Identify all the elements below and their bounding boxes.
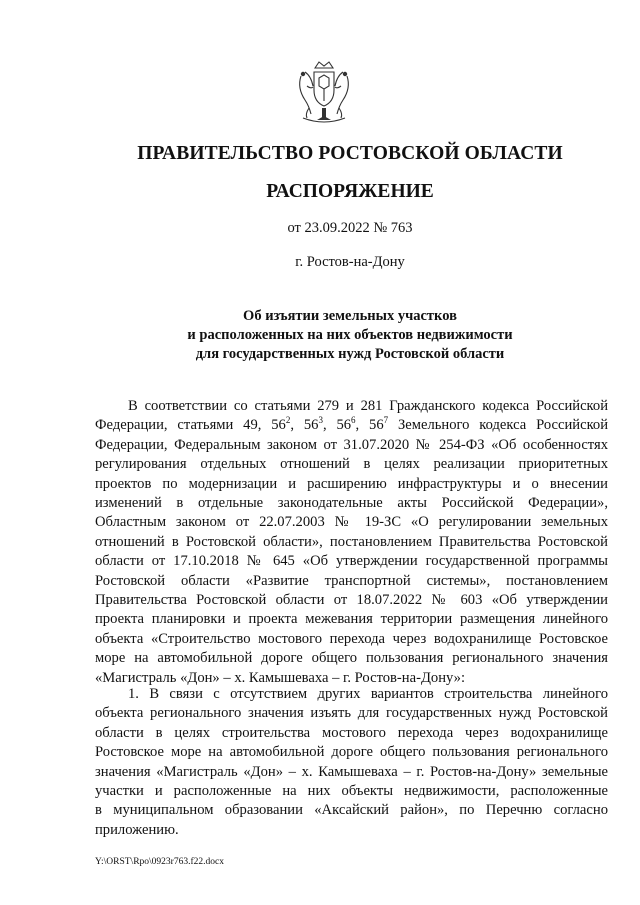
document-subject <box>60 307 640 364</box>
text-line: участки и расположенные на них объекты недвижимости, расположенные <box>95 783 608 800</box>
text-line: регулирования отдельных отношений в целях реализации приоритетных <box>95 456 608 473</box>
text-line: приложению. <box>95 821 179 838</box>
document-date-number: от 23.09.2022 № 763 <box>287 220 413 236</box>
text-line: отношений в Ростовской области», постановлением Правительства Ростовской <box>95 533 608 550</box>
document-type: РАСПОРЯЖЕНИЕ <box>266 181 434 202</box>
coat-of-arms-icon <box>295 58 353 128</box>
text-line: проекта планировки и проекта межевания территории размещения линейного <box>95 611 608 628</box>
text-line: Ростовское море на автомобильной дороге общего пользования регионального <box>95 744 608 761</box>
text-line: Областным законом от 22.07.2003 № 19-ЗС «О регулировании земельных <box>95 514 608 531</box>
text-line: проектов по модернизации и расширению инфраструктуры и о внесении <box>95 475 608 492</box>
text-line: «Магистраль «Дон» – х. Камышеваха – г. Ростов-на-Дону»: <box>95 669 466 686</box>
text-line: 1. В связи с отсутствием других вариантов строительства линейного <box>128 686 608 702</box>
preamble-paragraph <box>95 397 608 688</box>
text-line: В соответствии со статьями 279 и 281 Гражданского кодекса Российской <box>128 398 608 414</box>
text-line: изменений в отдельные законодательные акты Российской Федерации», <box>95 495 608 512</box>
document-city: г. Ростов-на-Дону <box>295 254 405 270</box>
text-line: Ростовской области «Развитие транспортной системы», постановлением <box>95 572 608 589</box>
text-line: области от 17.10.2018 № 645 «Об утверждении государственной программы <box>95 553 608 570</box>
text-line: Федерации, Федеральным законом от 31.07.2020 № 254-ФЗ «Об особенностях <box>95 436 608 453</box>
text-line: области в целях строительства мостового перехода через водохранилище <box>95 724 608 741</box>
text-line: Федерации, статьями 49, $56^2$, $56^3$, $56^6$, $56^7$ Земельного кодекса Российской <box>95 415 609 434</box>
text-line: значения «Магистраль «Дон» – х. Камышеваха – г. Ростов-на-Дону» земельные <box>95 763 608 780</box>
subject-line: Об изъятии земельных участков <box>243 308 457 324</box>
file-path-footer: Y:\ORST\Rpo\0923r763.f22.docx <box>95 857 224 867</box>
text-line: объекта «Строительство мостового перехода через водохранилище Ростовское <box>95 630 608 647</box>
text-line: Правительства Ростовской области от 18.07.2022 № 603 «Об утверждении <box>95 592 608 609</box>
item-1-paragraph <box>95 685 608 840</box>
subject-line: и расположенных на них объектов недвижимости <box>187 327 513 343</box>
subject-line: для государственных нужд Ростовской области <box>195 346 505 362</box>
text-line: море на автомобильной дороге общего пользования регионального значения <box>95 650 608 667</box>
text-line: в муниципальном образовании «Аксайский район», по Перечню согласно <box>95 802 608 819</box>
organization-title: ПРАВИТЕЛЬСТВО РОСТОВСКОЙ ОБЛАСТИ <box>137 143 563 164</box>
text-line: объекта регионального значения изъять для государственных нужд Ростовской <box>95 705 608 722</box>
